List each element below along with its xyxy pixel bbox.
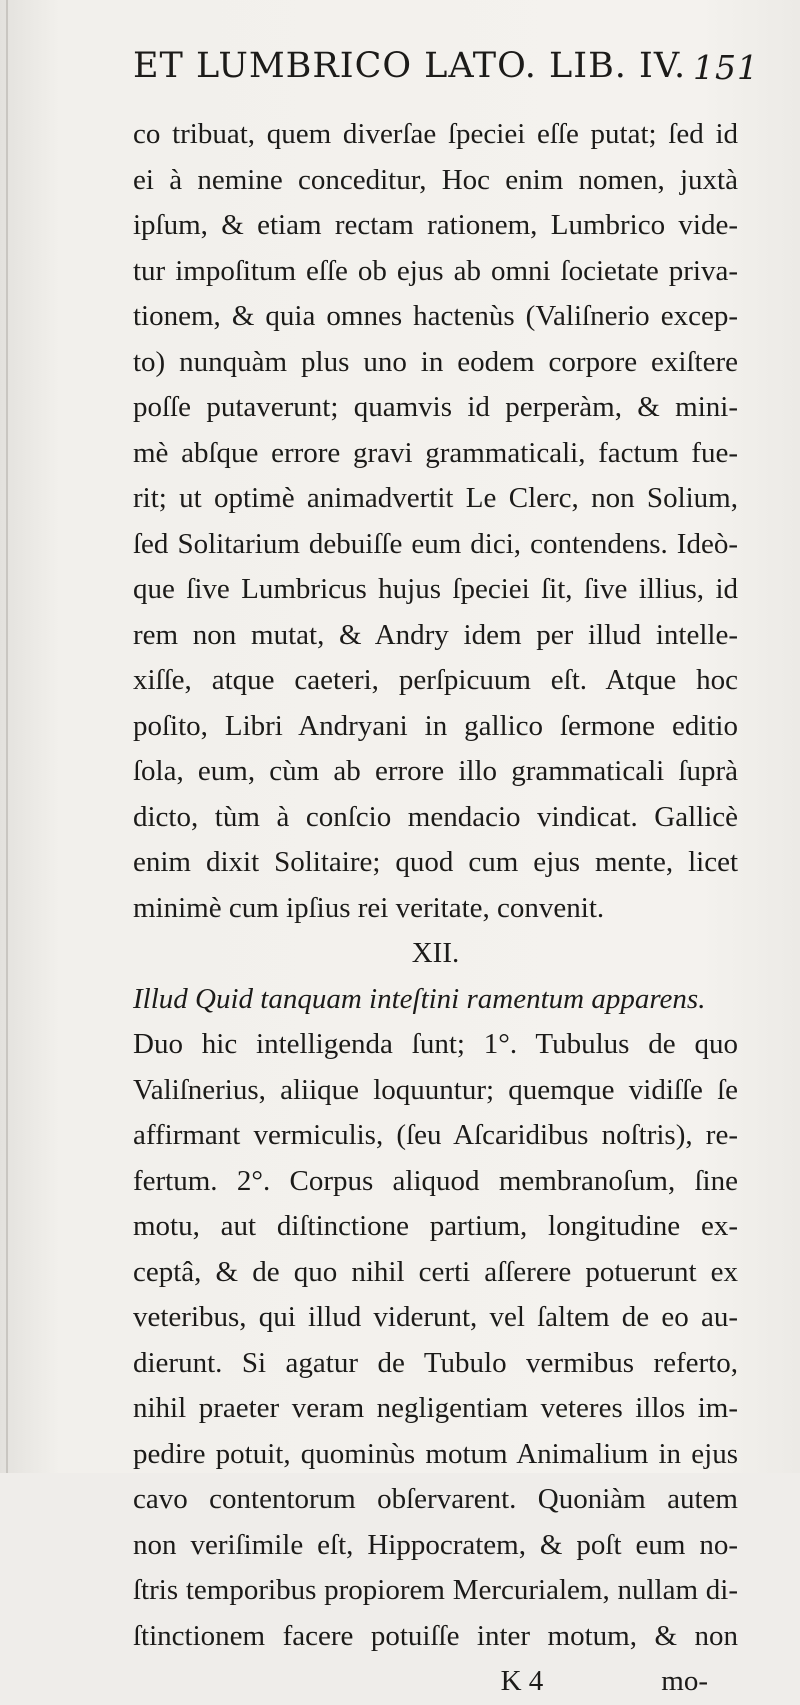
text-line: pedire potuit, quominùs motum Animalium in ejus	[133, 1437, 738, 1470]
text-line: ſtinctionem facere potuiſſe inter motum, & non	[133, 1619, 738, 1652]
text-line: motu, aut diſtinctione partium, longitudine ex-	[133, 1210, 738, 1242]
text-line: poſito, Libri Andryani in gallico ſermone editio	[133, 709, 738, 742]
text-line: poſſe putaverunt; quamvis id perperàm, & mini-	[133, 391, 738, 423]
text-line: nihil praeter veram negligentiam veteres illos im-	[133, 1392, 738, 1424]
text-line: dierunt. Si agatur de Tubulo vermibus referto,	[133, 1346, 738, 1379]
text-line: enim dixit Solitaire; quod cum ejus mente, licet	[133, 846, 738, 878]
running-head-title: ET LUMBRICO LATO. LIB. IV.	[133, 46, 687, 86]
text-line: co tribuat, quem diverſae ſpeciei eſſe putat; ſed id	[133, 118, 738, 150]
text-line: ſed Solitarium debuiſſe eum dici, contendens. Ideò-	[133, 527, 738, 560]
signature-mark: K 4	[500, 1665, 544, 1697]
running-head	[133, 46, 759, 96]
text-line: Duo hic intelligenda ſunt; 1°. Tubulus de quo	[133, 1028, 738, 1060]
text-line: fertum. 2°. Corpus aliquod membranoſum, ſine	[133, 1164, 738, 1197]
binding-gutter	[6, 0, 8, 1473]
text-line: ei à nemine conceditur, Hoc enim nomen, juxtà	[133, 163, 738, 196]
section-heading: Illud Quid tanquam inteſtini ramentum apparens.	[133, 982, 706, 1015]
text-line: cavo contentorum obſervarent. Quoniàm autem	[133, 1483, 738, 1515]
page-number: 151	[693, 48, 759, 87]
text-line: rit; ut optimè animadvertit Le Clerc, non Solium,	[133, 482, 738, 514]
text-line: Valiſnerius, aliique loquuntur; quemque vidiſſe ſe	[133, 1073, 738, 1106]
text-line: que ſive Lumbricus hujus ſpeciei ſit, ſive illius, id	[133, 573, 738, 605]
catchword: mo-	[661, 1665, 708, 1697]
text-line: ceptâ, & de quo nihil certi aſſerere potuerunt ex	[133, 1255, 738, 1288]
body-text	[133, 112, 738, 1705]
text-line: minimè cum ipſius rei veritate, convenit.	[133, 891, 605, 924]
text-line: to) nunquàm plus uno in eodem corpore exiſtere	[133, 345, 738, 378]
text-line: tionem, & quia omnes hactenùs (Valiſnerio excep-	[133, 300, 738, 332]
section-number: XII.	[411, 937, 460, 969]
text-line: ipſum, & etiam rectam rationem, Lumbrico vide-	[133, 209, 738, 241]
text-line: veteribus, qui illud viderunt, vel ſaltem de eo au-	[133, 1301, 738, 1333]
text-line: ſola, eum, cùm ab errore illo grammaticali ſuprà	[133, 755, 738, 787]
text-line: dicto, tùm à conſcio mendacio vindicat. Gallicè	[133, 800, 738, 833]
page-footer	[133, 1659, 738, 1705]
text-line: affirmant vermiculis, (ſeu Aſcaridibus noſtris), re-	[133, 1119, 738, 1151]
text-line: rem non mutat, & Andry idem per illud intelle-	[133, 618, 738, 651]
text-line: tur impoſitum eſſe ob ejus ab omni ſocietate priva-	[133, 254, 738, 287]
text-line: ſtris temporibus propiorem Mercurialem, nullam di-	[133, 1574, 738, 1606]
text-line: non veriſimile eſt, Hippocratem, & poſt eum no-	[133, 1528, 738, 1561]
text-line: mè abſque errore gravi grammaticali, factum fue-	[133, 436, 738, 469]
text-line: xiſſe, atque caeteri, perſpicuum eſt. Atque hoc	[133, 664, 738, 696]
